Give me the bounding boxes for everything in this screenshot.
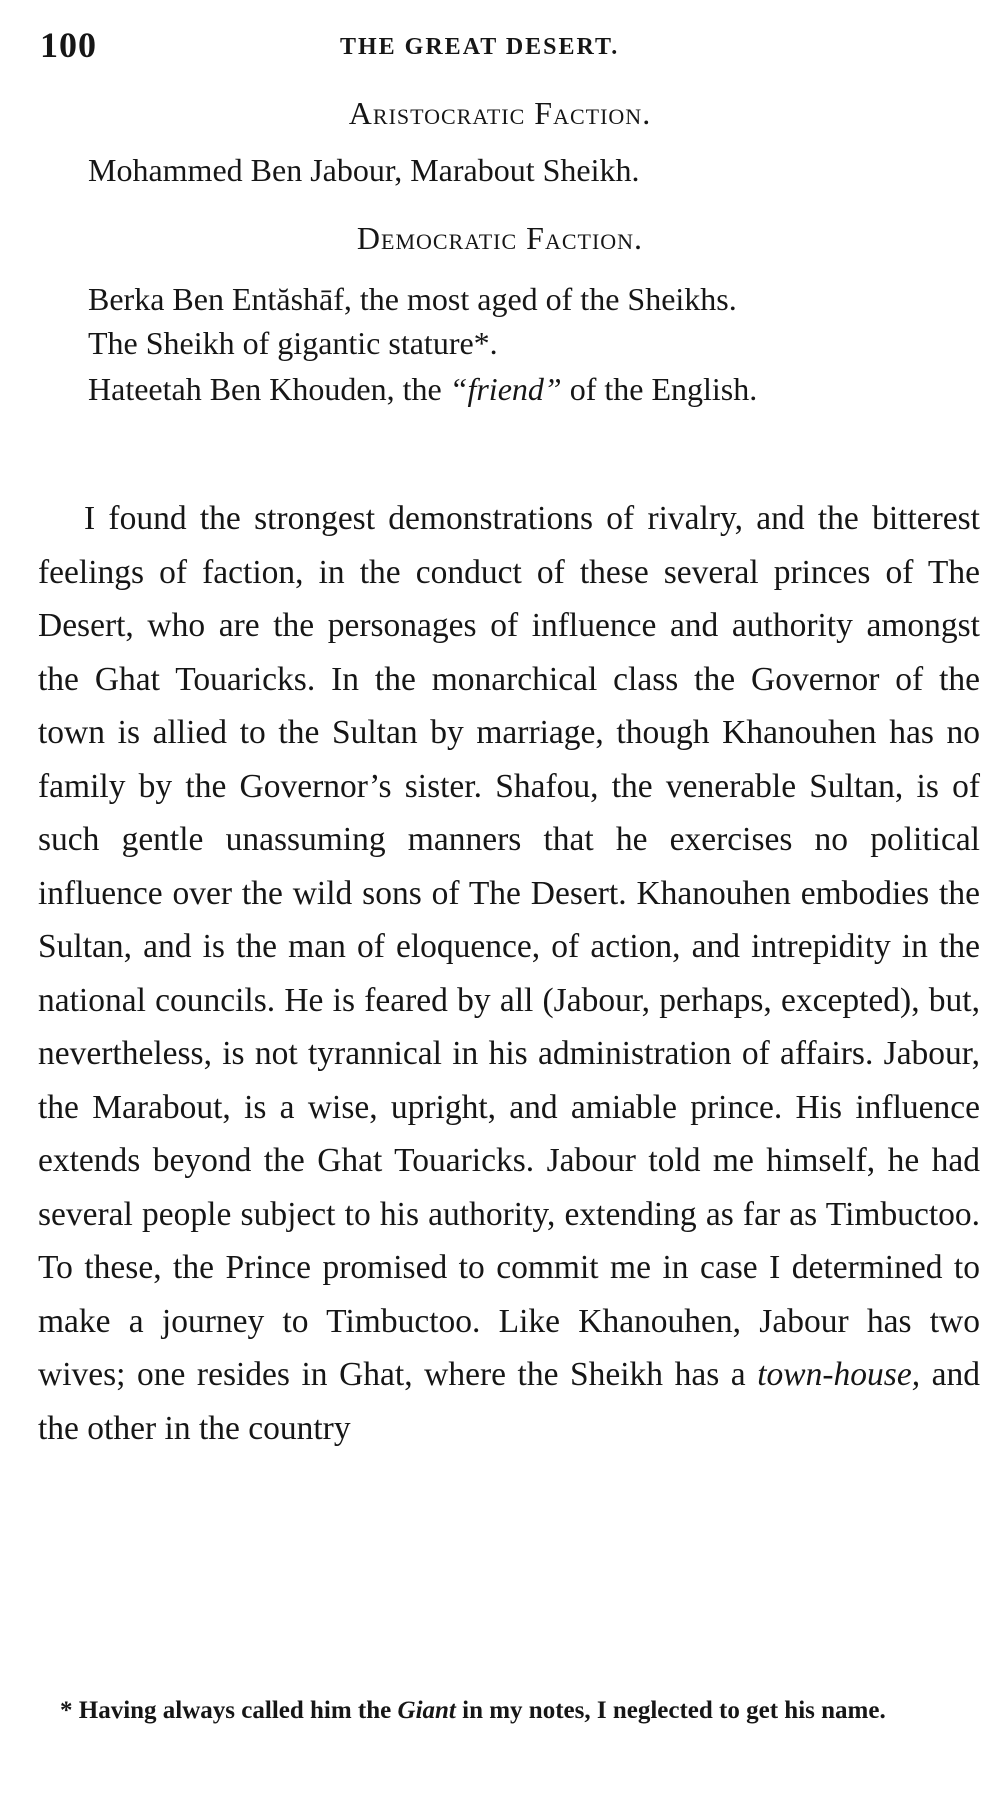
footnote-text: [32, 1693, 972, 1729]
running-head: [40, 24, 980, 64]
page-number: 100: [40, 25, 97, 65]
body-italic-phrase: town-house,: [757, 1356, 921, 1393]
body-text-part: and the other in the country: [38, 1356, 980, 1447]
body-paragraph: [38, 492, 980, 1455]
member-text: Hateetah Ben Khouden, the: [88, 371, 450, 407]
democratic-faction-heading: Democratic Faction.: [356, 220, 644, 256]
footnote-part: in my notes, I neglected to get his name.: [455, 1697, 886, 1724]
body-text: [38, 492, 980, 1455]
body-text-part: I found the strongest demonstrations of rivalry, and the bitterest feelings of faction, in the conduct of these several princes of The Desert, who are the personages of influence and authority amongst the Ghat Touaricks. In the monarchical class the Governor of the town is allied to the Sultan by marriage, though Khanouhen has no family by the Governor’s sister. Shafou, the venerable Sultan, is of such gentle unassuming manners that he exercises no political influence over the wild sons of The Desert. Khanouhen embodies the Sultan, and is the man of eloquence, of action, and intrepidity in the national councils. He is feared by all (Jabour, perhaps, excepted), but, nevertheless, is not tyrannical in his administration of affairs. Jabour, the Marabout, is a wise, upright, and amiable prince. His influence extends beyond the Ghat Touaricks. Jabour told me himself, he had several people subject to his authority, extending as far as Timbuctoo. To these, the Prince promised to commit me in case I determined to make a journey to Timbuctoo. Like Khanouhen, Jabour has two wives; one resides in Ghat, where the Sheikh has a: [38, 500, 980, 1393]
aristocratic-member: Mohammed Ben Jabour, Marabout Sheikh.: [88, 152, 640, 188]
democratic-member: The Sheikh of gigantic stature*.: [88, 325, 498, 361]
footnote: [32, 1693, 972, 1729]
footnote-part: * Having always called him the: [60, 1697, 398, 1724]
aristocratic-faction-heading: Aristocratic Faction.: [348, 95, 652, 131]
member-text-tail: of the English.: [561, 371, 758, 407]
friend-quote: “friend”: [449, 371, 562, 407]
footnote-italic: Giant: [397, 1697, 456, 1724]
running-title: THE GREAT DESERT.: [340, 34, 620, 60]
democratic-member: [88, 371, 757, 408]
democratic-member: Berka Ben Entăshāf, the most aged of the Sheikhs.: [88, 281, 737, 317]
